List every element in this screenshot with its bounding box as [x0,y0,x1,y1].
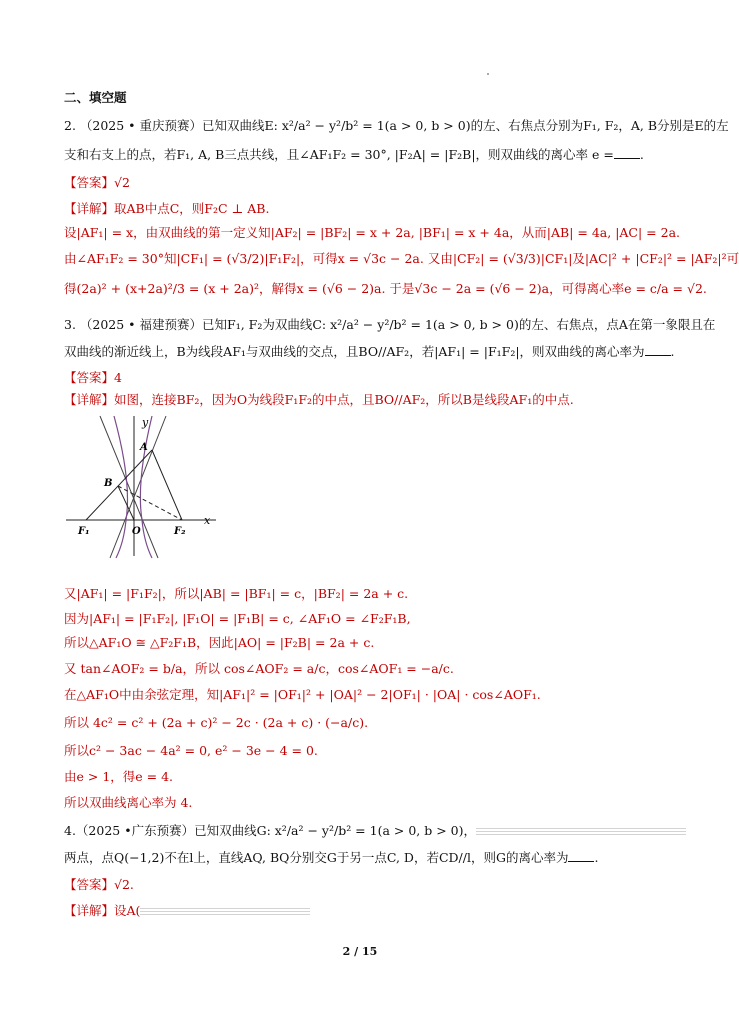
q2-detail-tag: 【详解】 [64,201,115,216]
q2-stem-line1: 2. （2025 • 重庆预赛）已知双曲线E: x²/a² − y²/b² = 1(a > 0, b > 0)的左、右焦点分别为F₁, F₂，A, B分别是E的左 [64,118,729,133]
q4-answer-line [64,876,664,894]
q4-answer-blank [568,849,594,862]
q4-stem-text2: 两点，点Q(−1,2)不在l上，直线AQ, BQ分别交G于另一点C, D，若CD//l，则G的离心率为 [64,850,569,865]
section-title: 二、填空题 [64,90,127,105]
scan-speck [487,73,489,75]
q3-answer-value: 4 [114,370,122,385]
q2-answer-blank [614,146,640,159]
q3-detail-text: 如图，连接BF₂，因为O为线段F₁F₂的中点，且BO//AF₂，所以B是线段AF₁的中点. [114,392,574,407]
q4-answer-value: √2. [114,877,134,892]
hyperbola-right-branch [140,416,152,558]
q4-stem-end: . [594,850,599,865]
q4-stem-text: 4.（2025 •广东预赛）已知双曲线G: x²/a² − y²/b² = 1(a > 0, b > 0)， [64,823,476,838]
page-number: 2 / 15 [342,945,378,958]
q3-answer-line [64,369,664,387]
q3-step3: 所以△AF₁O ≅ △F₂F₁B，因此|AO| = |F₂B| = 2a + c. [64,635,375,650]
q4-answer-tag: 【答案】 [64,877,115,892]
q3-step5: 在△AF₁O中由余弦定理，知|AF₁|² = |OF₁|² + |OA|² − 2|OF₁| · |OA| · cos∠AOF₁. [64,687,541,702]
q3-answer-blank [645,343,671,356]
q3-answer-tag: 【答案】 [64,370,115,385]
q4-detail-tag: 【详解】 [64,903,115,918]
q4-detail-faded [140,908,310,916]
label-B: B [104,478,113,489]
q4-detail-text: 设A( [114,903,141,918]
q3-stem-end: . [670,344,675,359]
hyperbola-figure [66,412,226,560]
q2-detail-line1 [64,200,664,218]
q3-step2: 因为|AF₁| = |F₁F₂|, |F₁O| = |F₁B| = c, ∠AF₁O = ∠F₂F₁B, [64,611,411,626]
label-A: A [140,442,148,453]
label-O: O [132,526,141,537]
label-x: x [204,514,211,527]
q2-stem-end: . [639,147,644,162]
segment-AF1 [86,450,152,520]
label-F1: F₁ [78,526,90,537]
q3-detail-tag: 【详解】 [64,392,115,407]
q2-detail-line4: 得(2a)² + (x+2a)²/3 = (x + 2a)²，解得x = (√6 − 2)a. 于是√3c − 2a = (√6 − 2)a，可得离心率e = c/a = √2. [64,281,707,296]
q3-step8: 由e > 1，得e = 4. [64,769,174,784]
q2-stem-line2 [64,146,664,164]
q2-detail-text: 取AB中点C，则F₂C ⊥ AB. [114,201,270,216]
q3-step6: 所以 4c² = c² + (2a + c)² − 2c · (2a + c) · (−a/c). [64,715,369,730]
q3-step4: 又 tan∠AOF₂ = b/a，所以 cos∠AOF₂ = a/c，cos∠AOF₁ = −a/c. [64,661,454,676]
label-F2: F₂ [174,526,186,537]
q3-detail-line1 [64,391,664,409]
q2-detail-line2: 设|AF₁| = x，由双曲线的第一定义知|AF₂| = |BF₂| = x + 2a, |BF₁| = x + 4a，从而|AB| = 4a, |AC| = 2a. [64,225,681,240]
q3-step1: 又|AF₁| = |F₁F₂|，所以|AB| = |BF₁| = c，|BF₂| = 2a + c. [64,586,409,601]
q4-detail-line1 [64,902,664,920]
q2-answer-tag: 【答案】 [64,175,115,190]
q2-answer-value: √2 [114,175,130,190]
q3-stem-text: 双曲线的渐近线上，B为线段AF₁与双曲线的交点，且BO//AF₂，若|AF₁| = |F₁F₂|，则双曲线的离心率为 [64,344,645,359]
q4-faded-text [476,828,686,836]
segment-AF2 [152,450,182,520]
q2-answer-line [64,174,664,192]
q2-stem-text: 支和右支上的点，若F₁, A, B三点共线，且∠AF₁F₂ = 30°, |F₂A| = |F₂B|，则双曲线的离心率 e = [64,147,614,162]
q3-stem-line1: 3. （2025 • 福建预赛）已知F₁, F₂为双曲线C: x²/a² − y²/b² = 1(a > 0, b > 0)的左、右焦点，点A在第一象限且在 [64,317,716,332]
q2-detail-line3: 由∠AF₁F₂ = 30°知|CF₁| = (√3/2)|F₁F₂|，可得x = √3c − 2a. 又由|CF₂| = (√3/3)|CF₁|及|AC|² + |CF₂|² = |AF₂|²可 [64,251,739,266]
q3-step7: 所以c² − 3ac − 4a² = 0, e² − 3e − 4 = 0. [64,743,318,758]
q3-step9: 所以双曲线离心率为 4. [64,795,193,810]
q4-stem-line2 [64,849,664,867]
q4-stem-line1 [64,822,664,840]
label-y: y [142,416,149,429]
q3-stem-line2 [64,343,675,361]
